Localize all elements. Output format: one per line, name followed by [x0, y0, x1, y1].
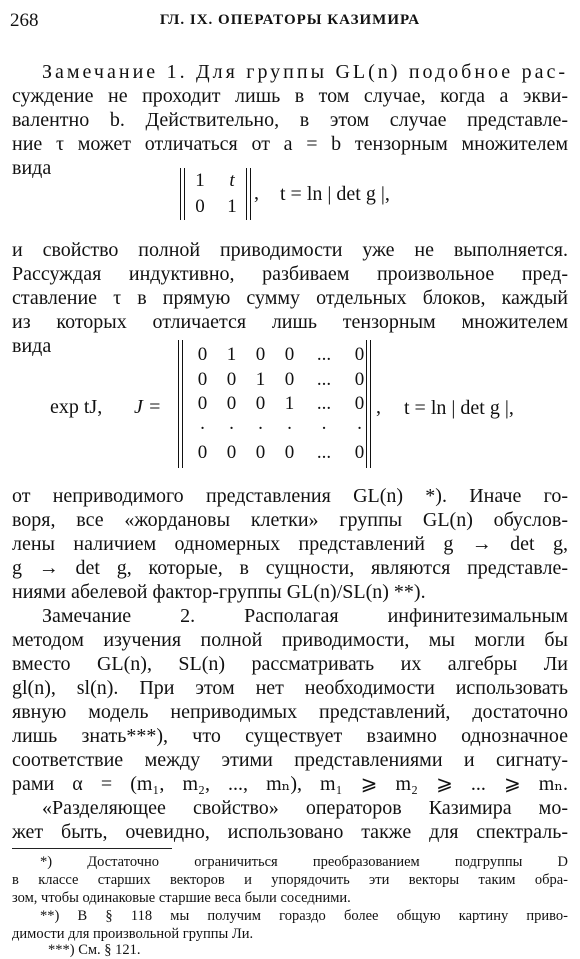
- matrix-cell: 0: [197, 442, 208, 463]
- text-line: «Разделяющее свойство» операторов Казимира мо-: [42, 797, 568, 819]
- matrix-cell: 1: [227, 196, 237, 217]
- text-line: Замечание 1. Для группы GL(n) подобное рас-: [42, 61, 568, 83]
- matrix-cell: ·: [286, 417, 293, 439]
- matrix-cell: ...: [316, 393, 332, 414]
- matrix-cell: 0: [226, 393, 237, 414]
- matrix-cell: ...: [316, 344, 332, 365]
- text-line: Рассуждая индуктивно, разбиваем произвольное пред-: [12, 263, 568, 285]
- matrix-cell: 0: [255, 344, 266, 365]
- footnote: зом, чтобы одинаковые старшие веса были соседними.: [12, 890, 351, 906]
- matrix-cell: ·: [257, 417, 264, 439]
- matrix-cell: 0: [226, 442, 237, 463]
- matrix-cell: ·: [199, 417, 206, 439]
- text-line: ниями абелевой фактор-группы GL(n)/SL(n) **).: [12, 581, 426, 603]
- matrix-cell: ...: [316, 442, 332, 463]
- page-number: 268: [10, 10, 39, 31]
- matrix-cell: 0: [354, 393, 365, 414]
- matrix-cell: ·: [228, 417, 235, 439]
- running-head: ГЛ. IX. ОПЕРАТОРЫ КАЗИМИРА: [159, 12, 421, 28]
- matrix-cell: 1: [255, 368, 266, 390]
- text-line: вида: [12, 157, 52, 179]
- matrix-cell: 1: [284, 393, 295, 414]
- text-line: из которых отличается лишь тензорным множителем: [12, 311, 568, 333]
- footnote: *) Достаточно ограничиться преобразованием подгруппы D: [40, 854, 568, 870]
- footnote: димости для произвольной группы Ли.: [12, 926, 254, 942]
- text-line: ставление τ в прямую сумму отдельных блоков, каждый: [12, 287, 568, 309]
- formula-lhs: exp tJ,: [50, 396, 103, 418]
- text-line: методом изучения полной приводимости, мы могли бы: [12, 629, 568, 651]
- footnote: **) В § 118 мы получим гораздо более общую картину приво-: [40, 908, 568, 924]
- text-line: явную модель неприводимых представлений, достаточно: [12, 701, 568, 723]
- text-line: рами α = (m₁, m₂, ..., mₙ), m₁ ⩾ m₂ ⩾ ... ⩾ mₙ.: [12, 773, 568, 795]
- text-line: лены наличием одномерных представлений g → det g,: [12, 533, 568, 555]
- text-line: и свойство полной приводимости уже не выполняется.: [12, 239, 568, 261]
- text-line: Замечание 2. Располагая инфинитезимальным: [42, 605, 568, 627]
- matrix-cell: 0: [255, 393, 266, 414]
- matrix-cell: 0: [354, 344, 365, 365]
- footnote: в классе старших векторов и упорядочить эти векторы таким обра-: [12, 872, 568, 888]
- text-line: валентно b. Действительно, в этом случае представле-: [12, 109, 568, 131]
- matrix-cell: 0: [197, 393, 208, 414]
- text-line: воря, все «жордановы клетки» группы GL(n) обуслов-: [12, 509, 568, 531]
- matrix-cell: 0: [354, 368, 365, 390]
- matrix-cell: ...: [316, 368, 332, 390]
- text-line: вида: [12, 335, 52, 357]
- matrix-cell: 1: [195, 170, 205, 191]
- text-line: ние τ может отличаться от a = b тензорным множителем: [12, 133, 568, 155]
- text-line: вместо GL(n), SL(n) рассматривать их алгебры Ли: [12, 653, 568, 675]
- text-line: gl(n), sl(n). При этом нет необходимости использовать: [12, 677, 568, 699]
- text-line: суждение не проходит лишь в том случае, когда a экви-: [12, 85, 568, 107]
- footnote: ***) См. § 121.: [48, 942, 141, 958]
- matrix-cell: 0: [284, 442, 295, 463]
- text-line: g → det g, которые, в сущности, являются представле-: [12, 557, 568, 579]
- formula-definition: t = ln | det g |,: [280, 183, 390, 205]
- text-line: жет быть, очевидно, использовано также для спектраль-: [12, 821, 568, 843]
- text-line: лишь знать***), что существует взаимно однозначное: [12, 725, 568, 747]
- j-label: J =: [134, 396, 162, 418]
- matrix-cell: 0: [284, 344, 295, 365]
- book-page: 268 ГЛ. IX. ОПЕРАТОРЫ КАЗИМИРА Замечание 1. Для группы GL(n) подобное рас- суждение не проходит лишь в том случае, когда a экви- валентно b. Действительно, в этом случае представле- ние τ может отличаться от a = b тензорным множителем вида 1 t 0 1 , t = ln | det g |, и свойство полной приводимости уже не выполняется. Рассуждая индуктивно, разбиваем произвольное пред- ставление τ в прямую сумму отдельных блоков, каждый из которых отличается лишь тензорным множителем вида exp tJ, J = 0 1 0 0 ... 0 0 0 1 0 ... 0 0 0 0 1 ... 0 · · · · · · 0 0 0 0 ... 0 , t = ln | det g |, от неприводимого представления GL(n) *). Иначе го- воря, все «жордановы клетки» группы GL(n) обуслов- лены наличием одномерных представлений g → det g, g → det g, которые, в сущности, являются представле- ниями абелевой фактор-группы GL(n)/SL(n) **). Замечание 2. Располагая инфинитезимальным методом изучения полной приводимости, мы могли бы вместо GL(n), SL(n) рассматривать их алгебры Ли gl(n), sl(n). При этом нет необходимости использовать явную модель неприводимых представлений, достаточно лишь знать***), что существует взаимно однозначное соответствие между этими представлениями и сигнату- рами α = (m₁, m₂, ..., mₙ), m₁ ⩾ m₂ ⩾ ... ⩾ mₙ. «Разделяющее свойство» операторов Казимира мо- жет быть, очевидно, использовано также для спектраль- *) Достаточно ограничиться преобразованием подгруппы D в классе старших векторов и упорядочить эти векторы таким обра- зом, чтобы одинаковые старшие веса были соседними. **) В § 118 мы получим гораздо более общую картину приво- димости для произвольной группы Ли. ***) См. § 121.: [0, 0, 580, 958]
- text-line: соответствие между этими представлениями и сигнату-: [12, 749, 568, 771]
- matrix-cell: 0: [197, 368, 208, 390]
- matrix-cell: t: [229, 170, 235, 191]
- footnote-rule: [12, 848, 172, 849]
- matrix-cell: 0: [226, 368, 237, 390]
- matrix-cell: 0: [197, 344, 208, 365]
- matrix-cell: 0: [255, 442, 266, 463]
- text-line: от неприводимого представления GL(n) *). Иначе го-: [12, 485, 568, 507]
- matrix-cell: 0: [195, 196, 205, 217]
- matrix-cell: 1: [226, 344, 237, 365]
- matrix-cell: 0: [354, 442, 365, 463]
- formula-definition: t = ln | det g |,: [404, 397, 514, 419]
- matrix-cell: ·: [356, 417, 363, 439]
- matrix-cell: ·: [320, 417, 328, 439]
- matrix-cell: 0: [284, 368, 295, 390]
